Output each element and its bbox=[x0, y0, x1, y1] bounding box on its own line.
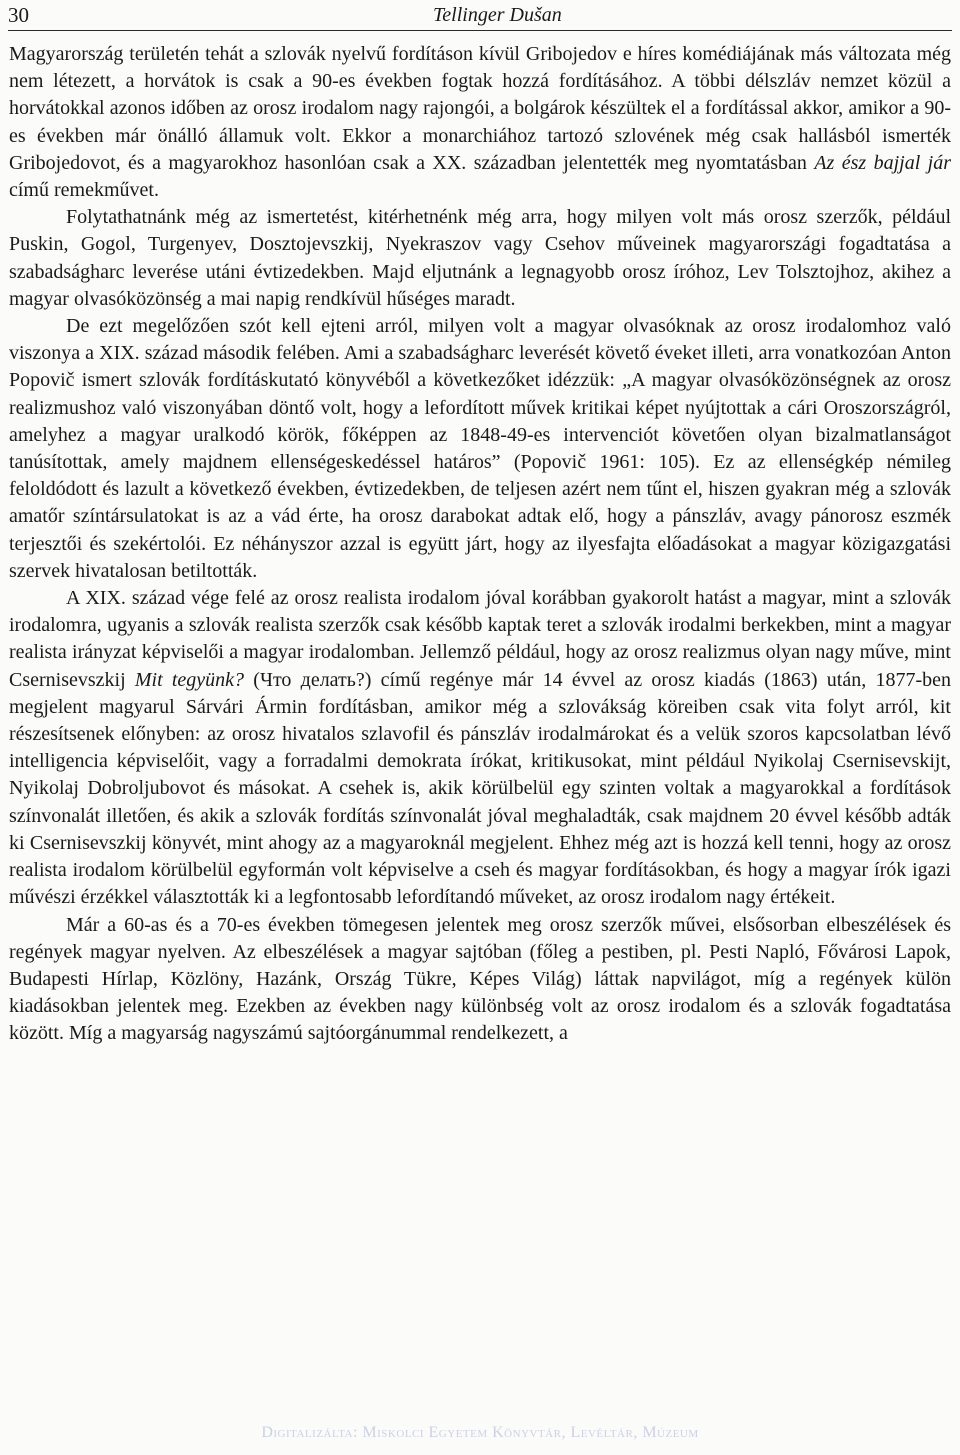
paragraph-1-text-a: Magyarország területén tehát a szlovák nyelvű fordításon kívül Gribojedov e híres komédiájának más változata még nem létezett, a horvátok is csak a 90-es években fogtak hozzá fordításához. A többi délszláv nemzet közül a horvátokkal azonos időben az orosz irodalom nagy rajongói, a bolgárok készültek el a fordítással akkor, amikor a 90-es években már önálló államuk volt. Ekkor a monarchiához tartozó szlovének még csak hallásból ismerték Gribojedovot, és a magyarokhoz hasonlóan csak a XX. században jelentették meg nyomtatásban bbox=[9, 43, 951, 174]
paragraph-4 bbox=[9, 585, 951, 911]
paragraph-3: De ezt megelőzően szót kell ejteni arról, milyen volt a magyar olvasóknak az orosz irodalomhoz való viszonya a XIX. század második felében. Ami a szabadságharc leverését követő éveket illeti, arra vonatkozóan Anton Popovič ismert szlovák fordításkutató könyvéből a következőket idézzük: „A magyar olvasóközönségnek az orosz realizmushoz való viszonyában döntő volt, hogy a lefordított művek kritikai képet nyújtottak a cári Oroszországról, amelyhez a magyar uralkodó körök, főképpen az 1848-49-es intervenciót követően olyan bizalmatlanságot tanúsítottak, amely majdnem ellenségeskedéssel határos” (Popovič 1961: 105). Ez az ellenségkép némileg feloldódott és lazult a következő években, évtizedekben, de teljesen azért nem tűnt el, hiszen gyakran még a szlovák amatőr színtársulatokat is az a vád érte, ha orosz darabokat adtak elő, hogy a pánszláv, avagy pánorosz eszmék terjesztői és szekértolói. Ez néhányszor azzal is együtt járt, hogy az ilyesfajta előadásokat a magyar közigazgatási szervek hivatalosan betiltották. bbox=[9, 315, 951, 582]
page-number: 30 bbox=[8, 3, 29, 27]
work-title-mit-tegyunk: Mit tegyünk? bbox=[134, 668, 245, 691]
paragraph-1-text-b: című remekművet. bbox=[9, 179, 159, 202]
running-head bbox=[8, 2, 952, 31]
paragraph-4-text-b: (Что делать?) című regénye már 14 évvel az orosz kiadás (1863) után, 1877-ben megjelent magyarul Sárvári Ármin fordításban, amikor még a szlovákság köreiben csak vita folyt arról, kit részesítsenek előnyben: az orosz hivatalos szlavofil és pánszláv irodalmárokat és a velük szoros kapcsolatban lévő intelligencia képviselőit, vagy a forradalmi demokrata írókat, kritikusokat, mint például Nyikolaj Csernisevskijt, Nyikolaj Dobroljubovot és másokat. A csehek is, akik körülbelül egy szinten voltak a magyarokkal a fordítások színvonalát illetően, és akik a szlovák fordítás színvonalát jóval meghaladták, csak majdnem 20 évvel később adták ki Csernisevszkij könyvét, mint ahogy az a magyaroknál megjelent. Ehhez még azt is hozzá kell tenni, hogy az orosz realista irodalom körülbelül egyformán volt képviselve a cseh és magyar fordításokban, és hogy a magyar írók igazi művészi érzékkel választották ki a legfontosabb lefordítandó műveket, az orosz irodalom nagy értékeit. bbox=[9, 668, 951, 909]
digitization-watermark: Digitalizálta: Miskolci Egyetem Könyvtár, Levéltár, Múzeum bbox=[261, 1424, 699, 1441]
running-head-author: Tellinger Dušan bbox=[433, 4, 562, 26]
paragraph-5: Már a 60-as és a 70-es években tömegesen jelentek meg orosz szerzők művei, elsősorban elbeszélések és regények magyar nyelven. Az elbeszélések a magyar sajtóban (főleg a pestiben, pl. Pesti Napló, Fővárosi Lapok, Budapesti Hírlap, Közlöny, Hazánk, Ország Tükre, Képes Világ) láttak napvilágot, míg a regények külön kiadásokban jelentek meg. Ezekben az években nagy különbség volt az orosz irodalom és a szlovák fogadtatása között. Míg a magyarság nagyszámú sajtóorgánummal rendelkezett, a bbox=[9, 913, 951, 1045]
paragraph-4-text-a: A XIX. század vége felé az orosz realista irodalom jóval korábban gyakorolt hatást a magyar, mint a szlovák irodalomra, ugyanis a szlovák realista szerzők csak később kaptak teret a szlovák irodalmi berkekben, mint a magyar realista irányzat képviselői a magyar irodalomban. Jellemző például, hogy az orosz realizmus olyan nagy műve, mint Csernisevszkij bbox=[9, 587, 951, 691]
paragraph-1 bbox=[9, 41, 951, 204]
work-title-az-esz-bajjal-jar: Az ész bajjal jár bbox=[814, 151, 952, 174]
body-text bbox=[9, 41, 951, 1048]
paragraph-2: Folytathatnánk még az ismertetést, kitérhetnénk még arra, hogy milyen volt más orosz szerzők, például Puskin, Gogol, Turgenyev, Dosztojevszkij, Nyekraszov vagy Csehov műveinek magyarországi fogadtatása a szabadságharc leverése utáni évtizedekben. Majd eljutnánk a legnagyobb orosz íróhoz, Lev Tolsztojhoz, akihez a magyar olvasóközönség a mai napig rendkívül hűséges maradt. bbox=[9, 206, 951, 310]
